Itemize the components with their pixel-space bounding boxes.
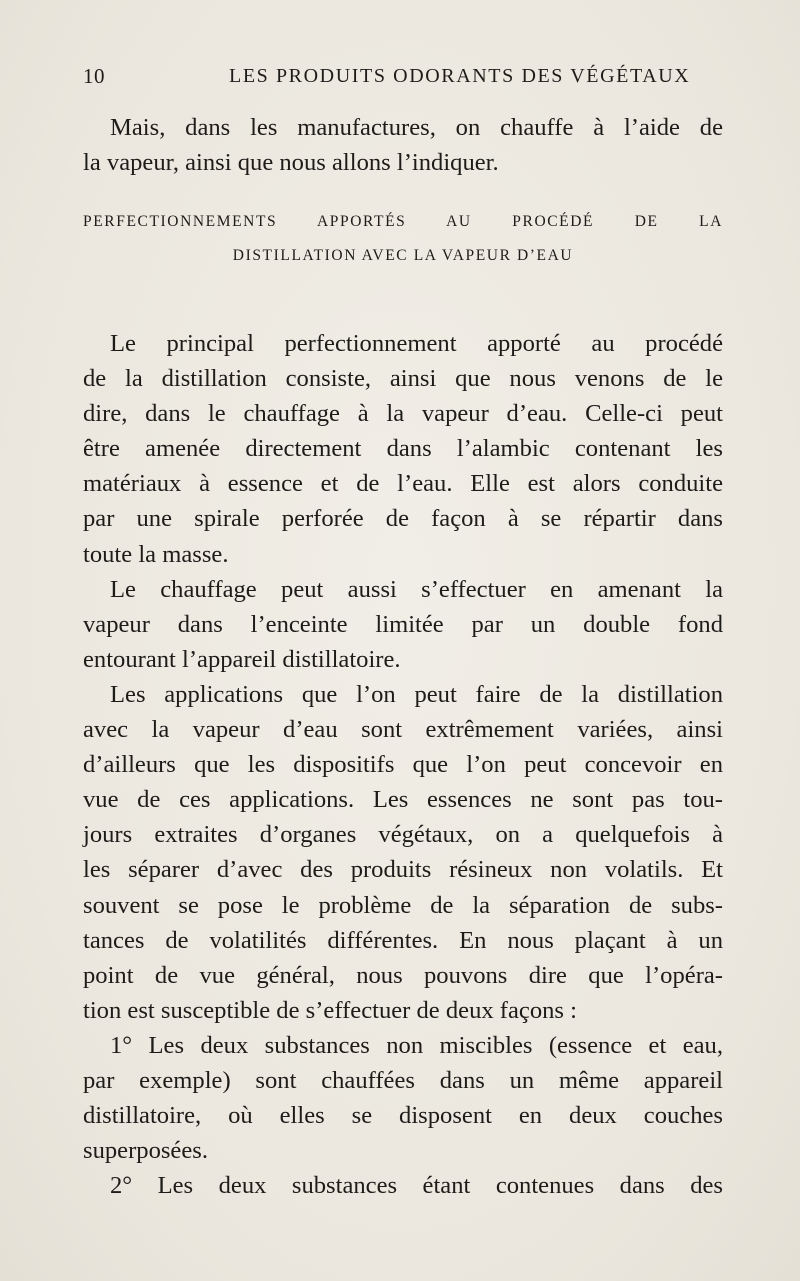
text-line: toute la masse. — [83, 540, 229, 568]
text-line: vue de ces applications. Les essences ne sont pas tou- — [83, 786, 723, 814]
text-line: Le chauffage peut aussi s’effectuer en amenant la — [110, 575, 723, 603]
text-line: Le principal perfectionnement apporté au procédé — [110, 330, 723, 357]
text-line: matériaux à essence et de l’eau. Elle est alors conduite — [83, 470, 723, 498]
text-line: point de vue général, nous pouvons dire que l’opéra- — [83, 961, 723, 989]
body-text — [83, 326, 723, 1203]
text-line: Les applications que l’on peut faire de la distillation — [110, 680, 723, 708]
text-line: 1° Les deux substances non miscibles (essence et eau, — [110, 1031, 723, 1059]
section-heading-line-1: PERFECTIONNEMENTS APPORTÉS AU PROCÉDÉ DE LA — [83, 213, 723, 230]
text-line: tion est susceptible de s’effectuer de deux façons : — [83, 996, 577, 1024]
text-line: distillatoire, où elles se disposent en deux couches — [83, 1102, 723, 1130]
text-line: jours extraites d’organes végétaux, on a quelquefois à — [83, 821, 723, 849]
text-line: entourant l’appareil distillatoire. — [83, 645, 401, 673]
text-line: par une spirale perforée de façon à se répartir dans — [83, 505, 723, 533]
text-line: être amenée directement dans l’alambic contenant les — [83, 435, 723, 463]
text-line: souvent se pose le problème de la séparation de subs- — [83, 891, 723, 919]
text-line: vapeur dans l’enceinte limitée par un double fond — [83, 610, 723, 638]
running-title: LES PRODUITS ODORANTS DES VÉGÉTAUX — [229, 65, 691, 87]
section-heading-line-2: DISTILLATION AVEC LA VAPEUR D’EAU — [232, 247, 574, 264]
text-line: de la distillation consiste, ainsi que nous venons de le — [83, 365, 723, 393]
text-line: dire, dans le chauffage à la vapeur d’eau. Celle-ci peut — [83, 400, 723, 428]
text-line: 2° Les deux substances étant contenues dans des — [110, 1172, 723, 1200]
text-line: avec la vapeur d’eau sont extrêmement variées, ainsi — [83, 716, 723, 744]
section-heading — [83, 205, 723, 273]
text-line: d’ailleurs que les dispositifs que l’on peut concevoir en — [83, 751, 723, 779]
text-line: les séparer d’avec des produits résineux non volatils. Et — [83, 856, 723, 884]
text-line: par exemple) sont chauffées dans un même appareil — [83, 1066, 723, 1094]
text-line: superposées. — [83, 1137, 208, 1165]
text-line: la vapeur, ainsi que nous allons l’indiquer. — [83, 149, 499, 176]
page-number: 10 — [83, 64, 105, 88]
text-line: tances de volatilités différentes. En nous plaçant à un — [83, 926, 723, 954]
page-header — [83, 62, 723, 92]
intro-paragraph — [83, 110, 723, 180]
text-line: Mais, dans les manufactures, on chauffe à l’aide de — [110, 114, 723, 141]
